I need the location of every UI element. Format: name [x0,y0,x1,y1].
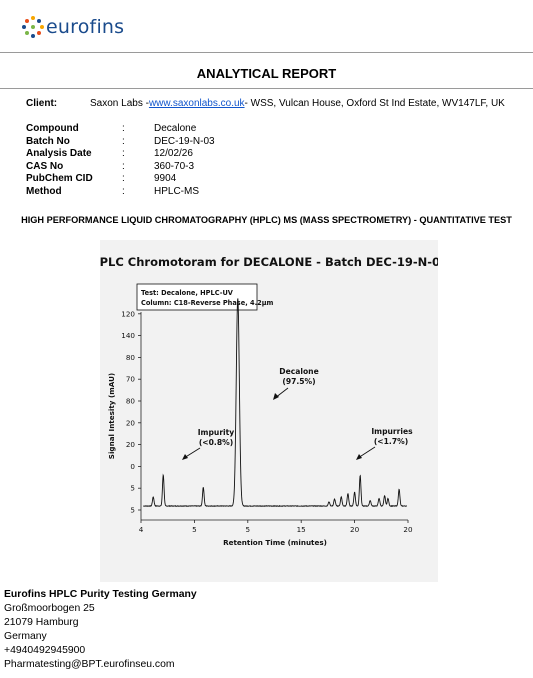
field-label: PubChem CID [26,173,93,185]
y-tick-label: 0 [130,461,135,471]
field-separator: : [122,135,125,147]
annotation-decalone-name: Decalone [279,367,319,376]
x-tick-label: 20 [403,525,413,534]
annotation-impurities-name: Impurries [371,427,413,436]
annotation-impurity-pct: (<0.8%) [198,438,234,447]
y-axis-label: Signal Intesity (mAU) [107,372,116,460]
field-value: DEC-19-N-03 [154,135,215,147]
field-value: 9904 [154,173,177,185]
field-separator: : [122,160,125,172]
client-label: Client: [26,98,58,109]
y-tick-label: 70 [125,374,135,384]
field-separator: : [122,173,125,185]
details-row [26,173,215,186]
section-title: HIGH PERFORMANCE LIQUID CHROMATOGRAPHY (HPLC) MS (MASS SPECTROMETRY) - QUANTITATIVE TEST [21,215,512,225]
x-axis-label: Retention Time (minutes) [223,538,327,547]
footer-phone: +4940492945900 [4,645,86,656]
field-label: Method [26,185,62,197]
details-row [26,186,215,199]
client-name: Saxon Labs - [90,98,149,109]
field-value: 12/02/26 [154,148,193,160]
field-label: Analysis Date [26,148,92,160]
field-label: CAS No [26,160,64,172]
field-separator: : [122,123,125,134]
footer-company: Eurofins HPLC Purity Testing Germany [4,589,197,600]
field-value: HPLC-MS [154,185,200,197]
field-label: Compound [26,123,79,134]
report-title: ANALYTICAL REPORT [196,66,337,81]
logo-text: eurofins [46,16,125,38]
y-tick-label: 140 [121,331,135,341]
chromatogram-chart [100,240,438,582]
y-tick-label: 5 [130,505,135,515]
client-address: - WSS, Vulcan House, Oxford St Ind Estate, WV147LF, UK [244,98,505,109]
details-row [26,161,215,174]
details-row [26,136,215,149]
annotation-impurities-pct: (<1.7%) [373,437,409,446]
y-tick-label: 20 [125,440,135,450]
field-value: Decalone [154,123,197,134]
details-row [26,123,215,136]
field-value: 360-70-3 [154,160,195,172]
chromatogram-trace [143,298,407,506]
field-separator: : [122,185,125,197]
x-tick-label: 4 [138,525,144,534]
eurofins-dots-icon [22,16,44,38]
y-tick-label: 5 [130,483,135,493]
annotation-decalone-pct: (97.5%) [282,377,316,386]
footer-street: Großmoorbogen 25 [4,603,95,614]
y-tick-label: 80 [125,352,135,362]
footer-address [4,588,197,672]
client-line [26,98,505,109]
legend-line: Column: C18-Reverse Phase, 4.2µm [141,299,274,307]
x-tick-label: 15 [296,525,306,534]
y-tick-group [121,309,141,514]
annotation-impurities-arrowhead [356,454,362,460]
y-tick-label: 80 [125,396,135,406]
x-tick-label: 5 [192,525,197,534]
y-tick-label: 20 [125,418,135,428]
client-website-link[interactable]: www.saxonlabs.co.uk [148,98,245,109]
footer-country: Germany [4,631,47,642]
footer-city: 21079 Hamburg [4,617,79,628]
x-tick-label: 5 [245,525,251,534]
details-row [26,148,215,161]
legend-line: Test: Decalone, HPLC-UV [141,289,233,297]
eurofins-logo [22,16,124,38]
chromatogram-panel [100,240,438,582]
annotation-decalone-arrowhead [273,393,279,400]
header-divider [0,52,533,53]
title-divider [0,88,533,89]
chart-title: HPLC Chromotoram for DECALONE - Batch DEC-19-N-03 [100,255,438,269]
x-tick-label: 20 [350,525,360,534]
annotation-impurity-arrowhead [182,454,188,460]
footer-email: Pharmatesting@BPT.eurofinseu.com [4,659,175,670]
field-separator: : [122,148,125,160]
field-label: Batch No [26,135,70,147]
y-tick-label: 120 [121,309,135,319]
x-tick-group [139,520,413,534]
compound-details [26,123,215,199]
annotation-impurity-name: Impurity [197,428,235,437]
